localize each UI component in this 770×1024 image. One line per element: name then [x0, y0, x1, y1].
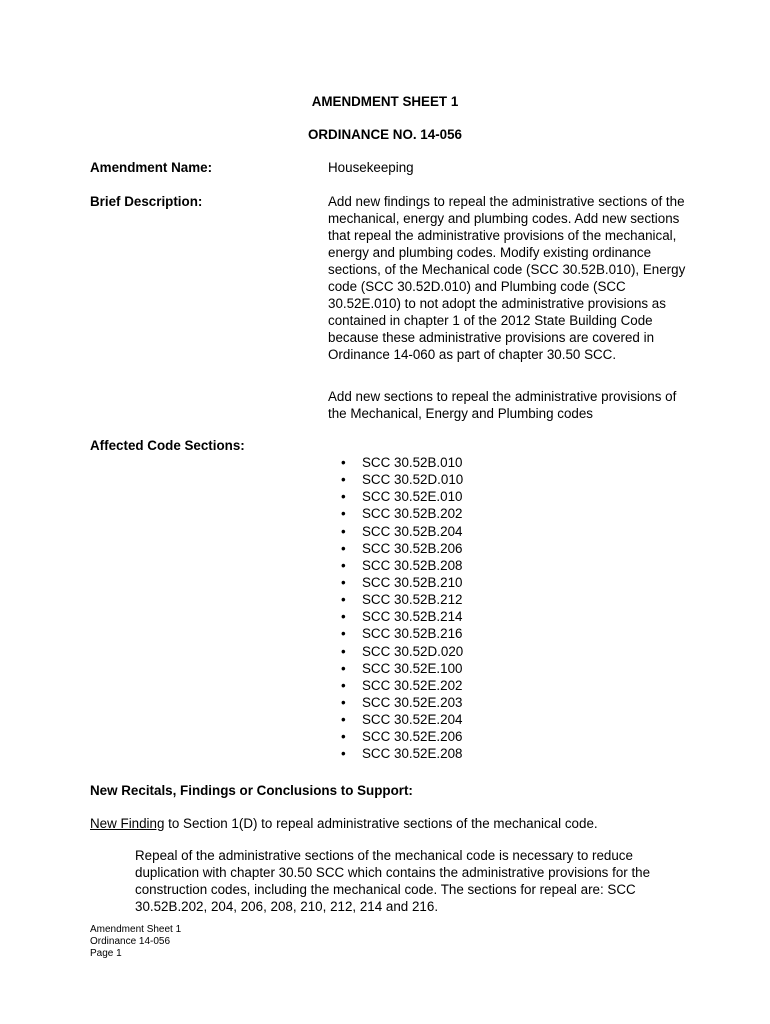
- affected-section-code: SCC 30.52E.206: [362, 729, 463, 745]
- affected-section-item: [341, 574, 463, 591]
- affected-section-code: SCC 30.52E.202: [362, 677, 463, 693]
- bullet-icon: •: [341, 523, 346, 539]
- affected-section-code: SCC 30.52E.208: [362, 746, 463, 762]
- bullet-icon: •: [341, 712, 346, 728]
- affected-section-item: [341, 745, 463, 762]
- affected-section-code: SCC 30.52B.206: [362, 540, 463, 556]
- affected-section-item: [341, 505, 463, 522]
- bullet-icon: •: [341, 506, 346, 522]
- affected-section-code: SCC 30.52D.010: [362, 472, 464, 488]
- amendment-name-value: Housekeeping: [328, 160, 414, 175]
- affected-section-code: SCC 30.52E.203: [362, 694, 463, 710]
- bullet-icon: •: [341, 472, 346, 488]
- affected-code-sections-label: Affected Code Sections:: [90, 438, 245, 453]
- bullet-icon: •: [341, 557, 346, 573]
- footer-sheet: Amendment Sheet 1: [90, 924, 182, 935]
- bullet-icon: •: [341, 540, 346, 556]
- bullet-icon: •: [341, 677, 346, 693]
- affected-section-item: [341, 643, 463, 660]
- recitals-heading: New Recitals, Findings or Conclusions to Support:: [90, 783, 413, 798]
- affected-section-code: SCC 30.52B.212: [362, 592, 463, 608]
- affected-section-item: [341, 660, 463, 677]
- affected-section-item: [341, 591, 463, 608]
- affected-section-code: SCC 30.52D.020: [362, 643, 464, 659]
- footer-ordinance: Ordinance 14-056: [90, 936, 171, 947]
- bullet-icon: •: [341, 626, 346, 642]
- brief-description-paragraph-2: Add new sections to repeal the administrative provisions of the Mechanical, Energy and Plumbing codes: [328, 389, 677, 421]
- new-finding-text: to Section 1(D) to repeal administrative sections of the mechanical code.: [164, 816, 598, 831]
- document-title: AMENDMENT SHEET 1: [311, 94, 459, 109]
- brief-description-label: Brief Description:: [90, 194, 203, 209]
- affected-section-item: [341, 540, 463, 557]
- affected-section-code: SCC 30.52E.204: [362, 712, 463, 728]
- affected-section-item: [341, 488, 463, 505]
- bullet-icon: •: [341, 746, 346, 762]
- new-finding-label: New Finding: [90, 816, 165, 831]
- affected-section-code: SCC 30.52B.214: [362, 609, 463, 625]
- affected-section-code: SCC 30.52B.216: [362, 626, 463, 642]
- affected-section-code: SCC 30.52B.202: [362, 506, 463, 522]
- finding-body-paragraph: Repeal of the administrative sections of the mechanical code is necessary to reduce duplication with chapter 30.50 SCC which contains the administrative provisions for the construction codes, including the mechanical code. The sections for repeal are: SCC 30.52B.202, 204, 206, 208, 210, 212, 214 and 216.: [135, 848, 651, 914]
- affected-section-code: SCC 30.52E.010: [362, 489, 463, 505]
- affected-section-code: SCC 30.52E.100: [362, 660, 463, 676]
- affected-section-code: SCC 30.52B.204: [362, 523, 463, 539]
- amendment-name-label: Amendment Name:: [90, 160, 213, 175]
- affected-section-item: [341, 677, 463, 694]
- affected-section-item: [341, 694, 463, 711]
- bullet-icon: •: [341, 592, 346, 608]
- affected-section-item: [341, 471, 463, 488]
- affected-section-item: [341, 523, 463, 540]
- affected-section-item: [341, 454, 463, 471]
- affected-section-item: [341, 711, 463, 728]
- ordinance-number: ORDINANCE NO. 14-056: [307, 127, 463, 142]
- bullet-icon: •: [341, 660, 346, 676]
- affected-code-sections-list: [341, 454, 463, 763]
- affected-section-item: [341, 608, 463, 625]
- affected-section-code: SCC 30.52B.210: [362, 574, 463, 590]
- affected-section-code: SCC 30.52B.010: [362, 455, 463, 470]
- page-footer: [90, 924, 181, 960]
- affected-section-item: [341, 728, 463, 745]
- bullet-icon: •: [341, 455, 346, 470]
- affected-section-item: [341, 625, 463, 642]
- affected-section-item: [341, 557, 463, 574]
- bullet-icon: •: [341, 489, 346, 505]
- bullet-icon: •: [341, 643, 346, 659]
- bullet-icon: •: [341, 609, 346, 625]
- brief-description-paragraph-1: Add new findings to repeal the administrative sections of the mechanical, energy and plumbing codes. Add new sections that repeal the administrative provisions of the mechanical, energy and plumbing codes. Modify existing ordinance sections, of the Mechanical code (SCC 30.52B.010), Energy code (SCC 30.52D.010) and Plumbing code (SCC 30.52E.010) to not adopt the administrative provisions as contained in chapter 1 of the 2012 State Building Code because these administrative provisions are covered in Ordinance 14-060 as part of chapter 30.50 SCC.: [328, 194, 686, 362]
- bullet-icon: •: [341, 694, 346, 710]
- footer-page: Page 1: [90, 948, 122, 959]
- bullet-icon: •: [341, 729, 346, 745]
- bullet-icon: •: [341, 574, 346, 590]
- affected-section-code: SCC 30.52B.208: [362, 557, 463, 573]
- new-finding-line: [90, 815, 598, 832]
